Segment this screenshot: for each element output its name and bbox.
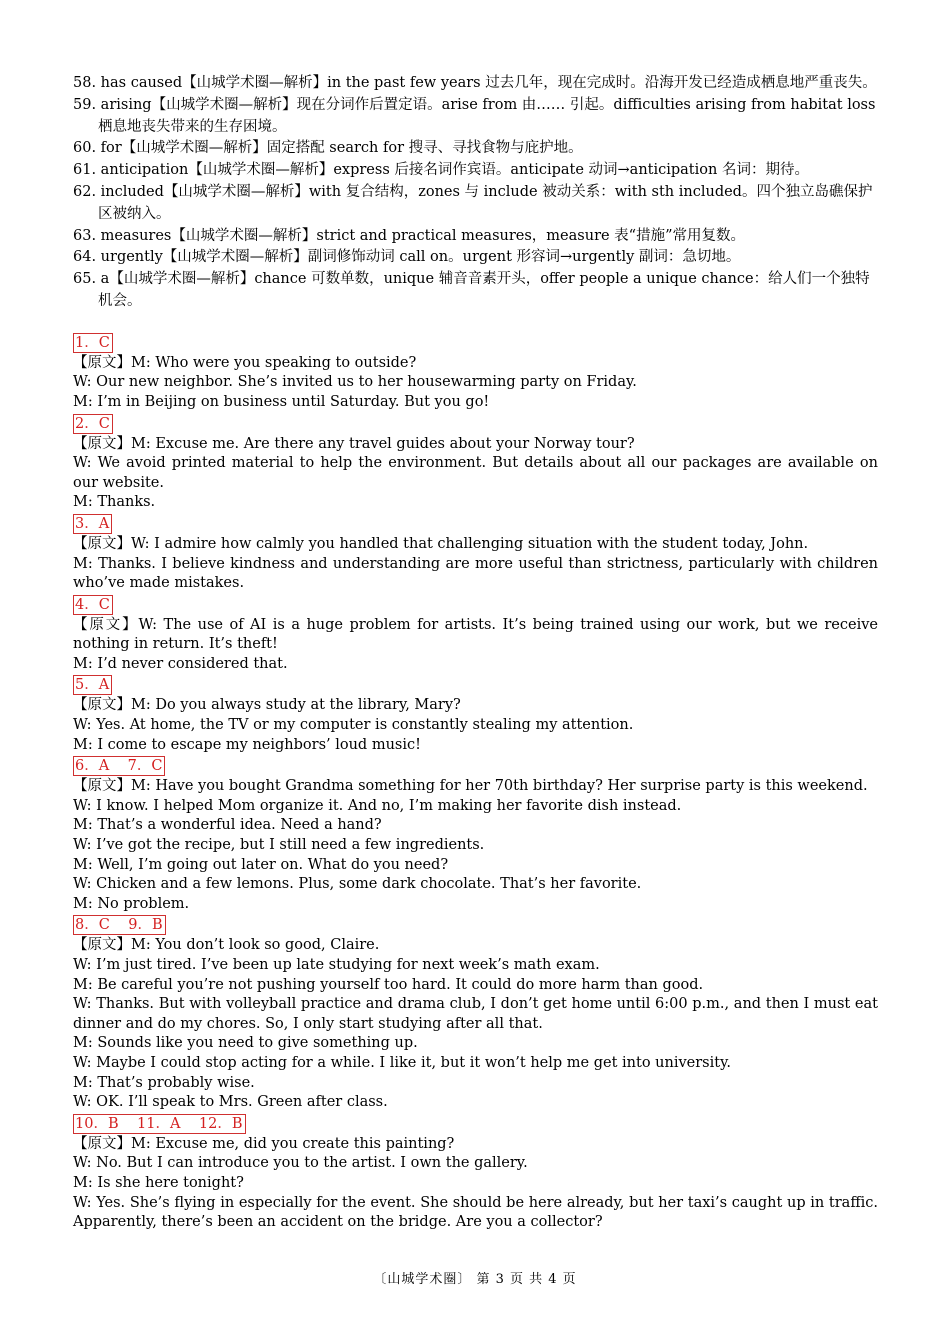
transcript-line: W: Yes. She’s flying in especially for the event. She should be here already, but her taxi’s caught up in traffic. Apparently, there’s been an accident on the bridge. Are you a collector? bbox=[73, 1194, 878, 1231]
transcript-line: W: I’ve got the recipe, but I still need a few ingredients. bbox=[73, 837, 485, 854]
answer-note-65: 65. a【山城学术圈—解析】chance 可数单数，unique 辅音音素开头，offer people a unique chance：给人们一个独特机会。 bbox=[73, 271, 870, 309]
answer-note-61: 61. anticipation【山城学术圈—解析】express 后接名词作宾语。anticipate 动词→anticipation 名词：期待。 bbox=[73, 162, 809, 179]
listening-block-8-9 bbox=[73, 914, 878, 1112]
transcript-line: W: Our new neighbor. She’s invited us to her housewarming party on Friday. bbox=[73, 374, 637, 391]
answer-key-box: 3．A bbox=[73, 514, 112, 534]
listening-block-1 bbox=[73, 332, 878, 413]
page-footer: 〔山城学术圈〕 第 3 页 共 4 页 bbox=[373, 1272, 577, 1287]
transcript-line: 【原文】W: I admire how calmly you handled that challenging situation with the student today, John. bbox=[73, 535, 809, 552]
answer-key-box: 5．A bbox=[73, 675, 112, 695]
transcript-line: M: That’s a wonderful idea. Need a hand? bbox=[73, 817, 382, 834]
listening-block-3 bbox=[73, 513, 878, 594]
transcript-line: M: I’m in Beijing on business until Saturday. But you go! bbox=[73, 393, 490, 410]
transcript-line: M: Be careful you’re not pushing yourself too hard. It could do more harm than good. bbox=[73, 976, 704, 993]
transcript-line: M: No problem. bbox=[73, 895, 190, 912]
answer-key-box: 4．C bbox=[73, 595, 113, 615]
transcript-line: M: Well, I’m going out later on. What do you need? bbox=[73, 856, 449, 873]
transcript-line: M: Thanks. bbox=[73, 494, 156, 511]
listening-block-10-12 bbox=[73, 1113, 878, 1233]
answer-key-box: 6．A 7．C bbox=[73, 756, 165, 776]
answer-key-box: 2．C bbox=[73, 414, 113, 434]
answer-note-60: 60. for【山城学术圈—解析】固定搭配 search for 搜寻、寻找食物与庇护地。 bbox=[73, 140, 583, 157]
answer-notes bbox=[73, 73, 878, 313]
transcript-line: W: Yes. At home, the TV or my computer is constantly stealing my attention. bbox=[73, 717, 634, 734]
transcript-line: W: We avoid printed material to help the environment. But details about all our packages are available on our website. bbox=[73, 455, 878, 491]
listening-block-2 bbox=[73, 413, 878, 513]
transcript-line: 【原文】M: Excuse me. Are there any travel guides about your Norway tour? bbox=[73, 435, 635, 452]
transcript-line: W: Thanks. But with volleyball practice and drama club, I don’t get home until 6:00 p.m., and then I must eat dinner and do my chores. So, I only start studying after all that. bbox=[73, 996, 878, 1032]
transcript-line: M: Sounds like you need to give something up. bbox=[73, 1035, 418, 1052]
transcript-line: W: OK. I’ll speak to Mrs. Green after class. bbox=[73, 1094, 388, 1111]
listening-block-4 bbox=[73, 594, 878, 675]
answer-key-box: 8．C 9．B bbox=[73, 915, 166, 935]
transcript-line: W: I know. I helped Mom organize it. And no, I’m making her favorite dish instead. bbox=[73, 797, 682, 814]
answer-note-64: 64. urgently【山城学术圈—解析】副词修饰动词 call on。urgent 形容词→urgently 副词：急切地。 bbox=[73, 249, 741, 266]
transcript-line: 【原文】M: Excuse me, did you create this painting? bbox=[73, 1135, 455, 1152]
answer-note-59: 59. arising【山城学术圈—解析】现在分词作后置定语。arise from 由…… 引起。difficulties arising from habitat loss 栖息地丧失带来的生存困境。 bbox=[73, 96, 876, 135]
answer-note-62: 62. included【山城学术圈—解析】with 复合结构，zones 与 include 被动关系：with sth included。四个独立岛礁保护区被纳入。 bbox=[73, 183, 873, 222]
document-body bbox=[73, 73, 878, 1233]
answer-key-box: 10．B 11．A 12．B bbox=[73, 1114, 246, 1134]
transcript-line: M: Is she here tonight? bbox=[73, 1174, 244, 1191]
transcript-line: M: Thanks. I believe kindness and understanding are more useful than strictness, particularly with children who’ve made mistakes. bbox=[73, 555, 878, 592]
section-gap bbox=[73, 313, 878, 332]
listening-block-5 bbox=[73, 674, 878, 755]
answer-note-63: 63. measures【山城学术圈—解析】strict and practical measures，measure 表“措施”常用复数。 bbox=[73, 227, 746, 244]
transcript-line: M: I come to escape my neighbors’ loud music! bbox=[73, 736, 421, 753]
transcript-line: W: I’m just tired. I’ve been up late studying for next week’s math exam. bbox=[73, 957, 600, 974]
transcript-line: 【原文】M: Have you bought Grandma something for her 70th birthday? Her surprise party is this weekend. bbox=[73, 778, 868, 795]
answer-note-58: 58. has caused【山城学术圈—解析】in the past few years 过去几年，现在完成时。沿海开发已经造成栖息地严重丧失。 bbox=[73, 75, 877, 91]
transcript-line: W: Maybe I could stop acting for a while. I like it, but it won’t help me get into university. bbox=[73, 1054, 731, 1071]
transcript-line: M: I’d never considered that. bbox=[73, 655, 288, 672]
transcript-line: 【原文】M: Do you always study at the library, Mary? bbox=[73, 697, 461, 714]
transcript-line: W: Chicken and a few lemons. Plus, some dark chocolate. That’s her favorite. bbox=[73, 876, 642, 893]
transcript-line: 【原文】M: You don’t look so good, Claire. bbox=[73, 937, 380, 954]
answer-key-box: 1．C bbox=[73, 333, 113, 353]
transcript-line: 【原文】M: Who were you speaking to outside? bbox=[73, 354, 417, 371]
transcript-line: W: No. But I can introduce you to the artist. I own the gallery. bbox=[73, 1155, 528, 1172]
transcript-line: M: That’s probably wise. bbox=[73, 1074, 255, 1091]
listening-block-6-7 bbox=[73, 755, 878, 914]
transcript-line: 【原文】W: The use of AI is a huge problem for artists. It’s being trained using our work, but we receive nothing in return. It’s theft! bbox=[73, 616, 878, 653]
